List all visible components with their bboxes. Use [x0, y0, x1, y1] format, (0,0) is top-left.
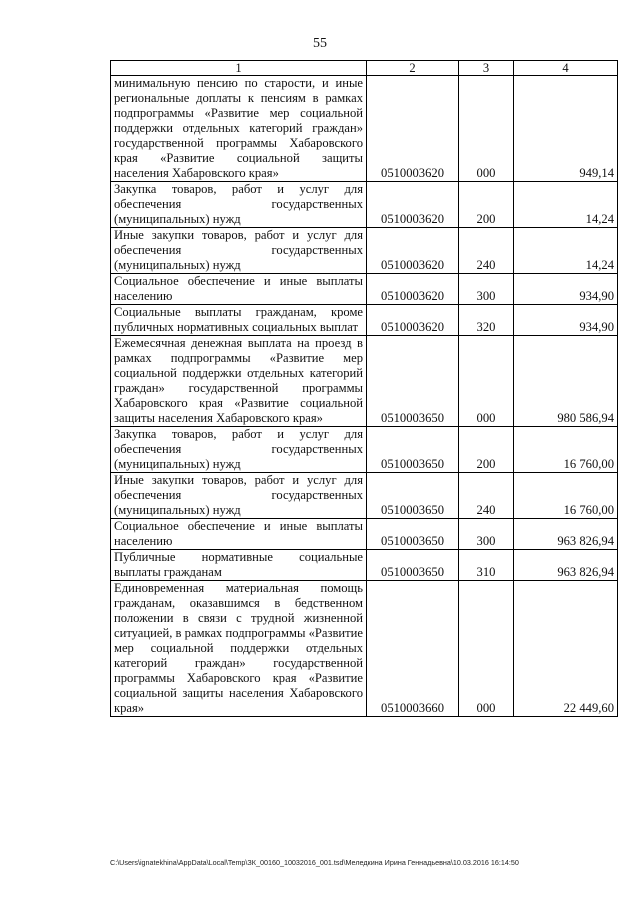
- row-expense-type: 240: [459, 473, 514, 519]
- row-amount: 14,24: [514, 182, 618, 228]
- row-target-code: 0510003650: [367, 427, 459, 473]
- table-row: [111, 76, 618, 182]
- table-row: [111, 550, 618, 581]
- row-target-code: 0510003650: [367, 550, 459, 581]
- table-row: [111, 473, 618, 519]
- row-expense-type: 000: [459, 76, 514, 182]
- row-amount: 16 760,00: [514, 427, 618, 473]
- table-row: [111, 581, 618, 717]
- row-amount: 963 826,94: [514, 519, 618, 550]
- row-amount: 963 826,94: [514, 550, 618, 581]
- table-row: [111, 336, 618, 427]
- table-row: [111, 182, 618, 228]
- row-description: Единовременная материальная помощь гражданам, оказавшимся в бедственном положении в связи с трудной жизненной ситуацией, в рамках подпрограммы «Развитие мер социальной поддержки отдельных категорий граждан» государственной программы Хабаровского края «Развитие социальной защиты населения Хабаровского края»: [111, 581, 367, 717]
- row-expense-type: 240: [459, 228, 514, 274]
- row-description: Социальные выплаты гражданам, кроме публичных нормативных социальных выплат: [111, 305, 367, 336]
- row-expense-type: 310: [459, 550, 514, 581]
- row-description: Закупка товаров, работ и услуг для обеспечения государственных (муниципальных) нужд: [111, 427, 367, 473]
- footer-file-path: C:\Users\ignatekhina\AppData\Local\Temp\ЗК_00160_10032016_001.tsd\Меледкина Ирина Геннадьевна\10.03.2016 16:14:50: [110, 858, 519, 867]
- table-row: [111, 305, 618, 336]
- row-target-code: 0510003620: [367, 305, 459, 336]
- row-target-code: 0510003620: [367, 274, 459, 305]
- row-expense-type: 000: [459, 336, 514, 427]
- row-target-code: 0510003650: [367, 336, 459, 427]
- column-header-4: 4: [514, 61, 618, 76]
- row-expense-type: 320: [459, 305, 514, 336]
- row-expense-type: 200: [459, 182, 514, 228]
- row-expense-type: 000: [459, 581, 514, 717]
- row-expense-type: 300: [459, 274, 514, 305]
- row-amount: 16 760,00: [514, 473, 618, 519]
- row-description: Социальное обеспечение и иные выплаты населению: [111, 519, 367, 550]
- table-row: [111, 519, 618, 550]
- budget-table: [110, 60, 618, 717]
- row-target-code: 0510003660: [367, 581, 459, 717]
- row-target-code: 0510003650: [367, 473, 459, 519]
- row-description: Иные закупки товаров, работ и услуг для обеспечения государственных (муниципальных) нужд: [111, 473, 367, 519]
- table-row: [111, 228, 618, 274]
- column-header-3: 3: [459, 61, 514, 76]
- row-target-code: 0510003620: [367, 228, 459, 274]
- table-row: [111, 427, 618, 473]
- row-target-code: 0510003650: [367, 519, 459, 550]
- row-description: Закупка товаров, работ и услуг для обеспечения государственных (муниципальных) нужд: [111, 182, 367, 228]
- row-amount: 14,24: [514, 228, 618, 274]
- row-amount: 980 586,94: [514, 336, 618, 427]
- row-description: Публичные нормативные социальные выплаты гражданам: [111, 550, 367, 581]
- row-description: Ежемесячная денежная выплата на проезд в рамках подпрограммы «Развитие мер социальной поддержки отдельных категорий граждан» государственной программы Хабаровского края «Развитие социальной защиты населения Хабаровского края»: [111, 336, 367, 427]
- table-body: [111, 76, 618, 717]
- row-amount: 22 449,60: [514, 581, 618, 717]
- row-amount: 934,90: [514, 305, 618, 336]
- row-description: Иные закупки товаров, работ и услуг для обеспечения государственных (муниципальных) нужд: [111, 228, 367, 274]
- table-header-row: [111, 61, 618, 76]
- row-expense-type: 200: [459, 427, 514, 473]
- row-amount: 949,14: [514, 76, 618, 182]
- column-header-1: 1: [111, 61, 367, 76]
- page-number: 55: [313, 36, 327, 51]
- row-target-code: 0510003620: [367, 76, 459, 182]
- row-amount: 934,90: [514, 274, 618, 305]
- row-expense-type: 300: [459, 519, 514, 550]
- row-description: Социальное обеспечение и иные выплаты населению: [111, 274, 367, 305]
- column-header-2: 2: [367, 61, 459, 76]
- row-target-code: 0510003620: [367, 182, 459, 228]
- table-row: [111, 274, 618, 305]
- row-description: минимальную пенсию по старости, и иные региональные доплаты к пенсиям в рамках подпрограммы «Развитие мер социальной поддержки отдельных категорий граждан» государственной программы Хабаровского края «Развитие социальной защиты населения Хабаровского края»: [111, 76, 367, 182]
